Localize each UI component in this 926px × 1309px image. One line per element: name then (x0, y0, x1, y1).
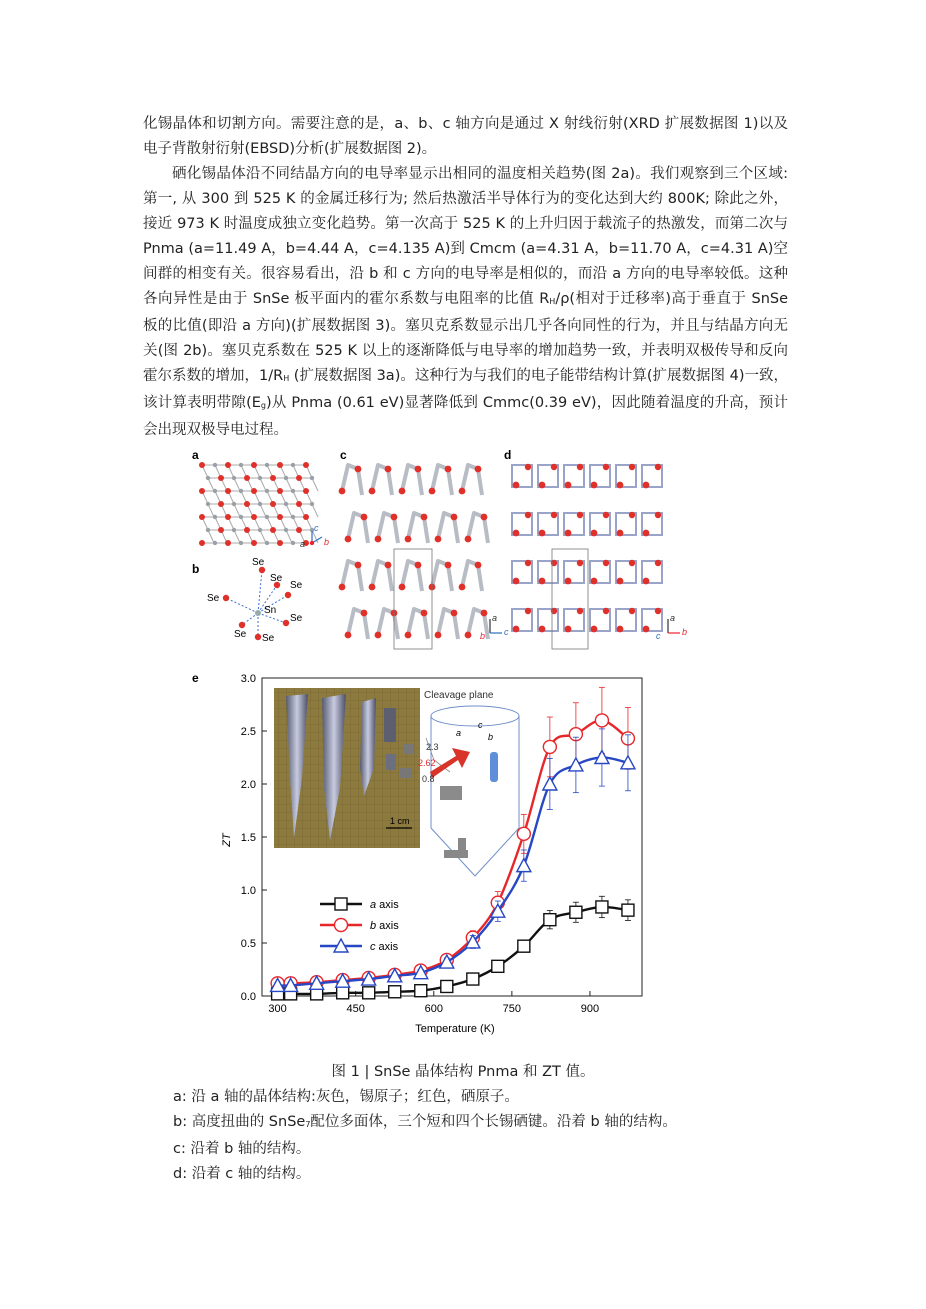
panel-label-c: c (340, 448, 347, 462)
atom (225, 514, 231, 520)
svg-text:Se: Se (234, 629, 247, 640)
atom (291, 463, 295, 467)
y-tick-label: 0.5 (240, 938, 256, 950)
paragraph-1: 化锡晶体和切割方向。需要注意的是，a、b、c 轴方向是通过 X 射线衍射(XRD 扩展数据图 1)以及电子背散射衍射(EBSD)分析(扩展数据图 2)。 (143, 116, 788, 157)
atom (551, 512, 557, 518)
atom (459, 584, 466, 591)
atom (603, 608, 609, 614)
atom (629, 464, 635, 470)
atom (451, 610, 458, 617)
atom (284, 476, 288, 480)
atom (258, 528, 262, 532)
atom (218, 475, 224, 481)
note-d: d: 沿着 c 轴的结构。 (173, 1165, 311, 1182)
atom (513, 530, 520, 537)
data-point (518, 940, 530, 952)
atom (218, 527, 224, 533)
atom (591, 482, 598, 489)
note-c: c: 沿着 b 轴的结构。 (173, 1141, 311, 1157)
atom (277, 540, 283, 546)
atom (465, 536, 472, 543)
x-tick-label: 300 (268, 1003, 287, 1015)
atom (655, 464, 661, 470)
y-axis-ticks (241, 673, 267, 1003)
figure-caption: 图 1 | SnSe 晶体结构 Pnma 和 ZT 值。 (331, 1064, 595, 1080)
atom (265, 541, 269, 545)
note-b: b: 高度扭曲的 SnSe$_7$配位多面体，三个短和四个长锡硒键。沿着 b 轴的结构。 (173, 1113, 677, 1130)
atom (291, 541, 295, 545)
atom (232, 528, 236, 532)
atom (565, 482, 572, 489)
atom (525, 512, 531, 518)
atom (399, 584, 406, 591)
legend-item (320, 919, 399, 933)
atom (296, 527, 302, 533)
data-point (570, 906, 582, 918)
atom (251, 540, 257, 546)
svg-text:a: a (492, 613, 498, 623)
legend-label: b axis (370, 920, 399, 932)
atom (265, 515, 269, 519)
atom (551, 464, 557, 470)
atom (435, 536, 442, 543)
cleavage-plane-label: Cleavage plane (424, 690, 494, 701)
svg-text:Se: Se (270, 573, 283, 584)
atom (258, 502, 262, 506)
axis-b-label: b (488, 732, 494, 742)
y-tick-label: 3.0 (240, 673, 256, 685)
atom (429, 488, 436, 495)
atom (310, 476, 314, 480)
data-point (492, 960, 504, 972)
atom (415, 562, 422, 569)
atom (385, 562, 392, 569)
atom (270, 527, 276, 533)
atom (513, 482, 520, 489)
crystal-piece (384, 708, 396, 742)
x-tick-label: 450 (346, 1003, 365, 1015)
atom (655, 512, 661, 518)
y-tick-label: 0.0 (240, 991, 256, 1003)
atom (277, 488, 283, 494)
svg-text:Sn: Sn (264, 605, 277, 616)
atom (475, 562, 482, 569)
axis-a-label: a (456, 728, 462, 738)
svg-text:b: b (480, 631, 486, 641)
atom (475, 466, 482, 473)
atom (391, 514, 398, 521)
atom (199, 514, 205, 520)
cut-slab (440, 786, 462, 800)
x-axis-label: Temperature (K) (415, 1023, 495, 1035)
svg-text:Se: Se (290, 580, 303, 591)
atom (291, 515, 295, 519)
atom (239, 515, 243, 519)
atom (617, 482, 624, 489)
atom (296, 475, 302, 481)
atom (355, 562, 362, 569)
atom (310, 502, 314, 506)
atom (525, 464, 531, 470)
atom (591, 626, 598, 633)
atom (303, 514, 309, 520)
svg-text:a: a (300, 539, 306, 549)
svg-text:a: a (670, 613, 676, 623)
atom (435, 632, 442, 639)
atom (459, 488, 466, 495)
y-tick-label: 2.0 (240, 779, 256, 791)
legend-item (320, 898, 399, 911)
atom (539, 626, 546, 633)
atom (375, 632, 382, 639)
atom (643, 578, 650, 585)
atom (481, 514, 488, 521)
atom (525, 608, 531, 614)
legend-item (320, 939, 399, 953)
atom (539, 482, 546, 489)
atom (445, 466, 452, 473)
atom (643, 530, 650, 537)
panel-label-d: d (504, 448, 512, 462)
data-point (335, 919, 348, 932)
atom (339, 488, 346, 495)
crystal-piece (386, 754, 396, 770)
atom (296, 501, 302, 507)
atom (244, 501, 250, 507)
data-point (415, 985, 427, 997)
atom (565, 530, 572, 537)
series-square (272, 896, 634, 1000)
figure-notes (173, 1085, 677, 1186)
atom (277, 462, 283, 468)
atom (415, 466, 422, 473)
panel-label-e: e (192, 671, 199, 685)
atom (218, 501, 224, 507)
x-tick-label: 600 (424, 1003, 443, 1015)
svg-text:b: b (682, 627, 688, 637)
atom (577, 464, 583, 470)
atom (239, 541, 243, 545)
atom (643, 626, 650, 633)
svg-text:c: c (504, 627, 509, 637)
data-point (544, 914, 556, 926)
cut-cube (404, 744, 414, 754)
panel-d-lattice (512, 464, 662, 633)
y-tick-label: 1.0 (240, 885, 256, 897)
atom (345, 536, 352, 543)
svg-text:Se: Se (290, 613, 303, 624)
atom (284, 528, 288, 532)
atom (270, 501, 276, 507)
data-point (517, 827, 530, 840)
panel-a-lattice (199, 462, 318, 546)
atom (525, 560, 531, 566)
bar-sample (458, 838, 466, 858)
atom (265, 489, 269, 493)
atom (277, 514, 283, 520)
atom (591, 530, 598, 537)
atom (617, 578, 624, 585)
x-tick-label: 750 (502, 1003, 522, 1015)
atom (385, 466, 392, 473)
atom (361, 610, 368, 617)
atom (577, 560, 583, 566)
zt-chart (190, 668, 650, 1048)
inset-photo (274, 688, 420, 848)
atom (199, 488, 205, 494)
atom (375, 536, 382, 543)
legend-label: a axis (370, 899, 399, 911)
svg-text:c: c (314, 523, 319, 533)
svg-text:Se: Se (262, 633, 275, 644)
atom (629, 608, 635, 614)
atom (213, 463, 217, 467)
atom (199, 462, 205, 468)
atom (513, 626, 520, 633)
atom (591, 578, 598, 585)
atom (465, 632, 472, 639)
cut-cube (400, 768, 412, 778)
panel-label-b: b (192, 562, 200, 576)
data-point (441, 980, 453, 992)
atom (565, 578, 572, 585)
data-point (335, 898, 347, 910)
y-axis-label: ZT (221, 833, 233, 847)
atom (284, 502, 288, 506)
dimension-label: 0.8 (422, 774, 435, 784)
svg-text:b: b (324, 537, 330, 547)
atom (251, 514, 257, 520)
atom (339, 584, 346, 591)
dimension-label: 2.3 (426, 742, 439, 752)
atom (617, 626, 624, 633)
atom (355, 466, 362, 473)
atom (239, 489, 243, 493)
atom (603, 560, 609, 566)
atom (451, 514, 458, 521)
atom (405, 536, 412, 543)
atom (369, 584, 376, 591)
atom (303, 488, 309, 494)
atom (251, 462, 257, 468)
data-point (595, 714, 608, 727)
panel-b-polyhedron (207, 557, 303, 644)
atom (303, 462, 309, 468)
cleavage-arrow (430, 748, 470, 778)
atom (643, 482, 650, 489)
crystal-structure-figure (190, 445, 690, 650)
svg-text:c: c (656, 631, 661, 641)
cylinder-sample (490, 752, 498, 782)
atom (345, 632, 352, 639)
atom (213, 489, 217, 493)
atom (445, 562, 452, 569)
y-tick-label: 2.5 (240, 726, 256, 738)
data-point (363, 987, 375, 999)
chart-legend (320, 898, 399, 953)
atom (206, 528, 210, 532)
atom (421, 514, 428, 521)
atom (244, 475, 250, 481)
note-a: a: 沿 a 轴的晶体结构:灰色，锡原子；红色，硒原子。 (173, 1089, 519, 1105)
atom (361, 514, 368, 521)
data-point (543, 740, 556, 753)
atom (655, 608, 661, 614)
atom (603, 464, 609, 470)
data-point (467, 973, 479, 985)
paragraph-2: 硒化锡晶体沿不同结晶方向的电导率显示出相同的温度相关趋势(图 2a)。我们观察到三个区域:第一, 从 300 到 525 K 的金属迁移行为; 然后热激活半导体行为的变化达到大约 800K; 除此之外，接近 973 K 时温度成独立变化趋势。第一次高于 525 K 的上升归因于载流子的热激发，而第二次与 Pnma (a=11.49 A，b=4.44 A，c=4.135 A)到 Cmcm (a=4.31 A，b=11.70 A，c=4.31 A)空间群的相变有关。很容易看出，沿 b 和 c 方向的电导率是相似的，而沿 a 方向的电导率较低。这种各向异性是由于 SnSe 板平面内的霍尔系数与电阻率的比值 $R_H/\rho$(相对于迁移率)高于垂直于 SnSe 板的比值(即沿 a 方向)(扩展数据图 3)。塞贝克系数显示出几乎各向同性的行为，并且与结晶方向无关(图 2b)。塞贝克系数在 525 K 以上的逐渐降低与电导率的增加趋势一致，并表明双极传导和反向霍尔系数的增加，$1/R_H$ (扩展数据图 3a)。这种行为与我们的电子能带结构计算(扩展数据图 4)一致，该计算表明带隙$(E_g)$从 Pnma (0.61 eV)显著降低到 Cmmc(0.39 eV)，因此随着温度的升高，预计会出现双极导电过程。 (143, 166, 789, 438)
atom (577, 512, 583, 518)
atom (251, 488, 257, 494)
atom (270, 475, 276, 481)
atom (577, 608, 583, 614)
data-point (622, 904, 634, 916)
data-point (569, 758, 583, 771)
atom (421, 610, 428, 617)
atom (225, 540, 231, 546)
atom (399, 488, 406, 495)
atom (213, 515, 217, 519)
atom (244, 527, 250, 533)
panel-d-axes (656, 613, 687, 641)
data-point (337, 987, 349, 999)
atom (232, 502, 236, 506)
panel-label-a: a (192, 448, 199, 462)
svg-text:Se: Se (252, 557, 265, 568)
atom (405, 632, 412, 639)
atom (629, 512, 635, 518)
atom (617, 530, 624, 537)
panel-c-chains (339, 465, 488, 639)
atom (603, 512, 609, 518)
atom (225, 462, 231, 468)
data-point (517, 859, 531, 872)
atom (481, 610, 488, 617)
y-tick-label: 1.5 (240, 832, 256, 844)
atom (513, 578, 520, 585)
atom (206, 476, 210, 480)
atom (539, 530, 546, 537)
atom (225, 488, 231, 494)
atom (291, 489, 295, 493)
atom (232, 476, 236, 480)
atom (369, 488, 376, 495)
axis-c-label: c (478, 720, 483, 730)
legend-label: c axis (370, 941, 399, 953)
atom (199, 540, 205, 546)
svg-text:Se: Se (207, 593, 220, 604)
atom (265, 463, 269, 467)
x-tick-label: 900 (580, 1003, 600, 1015)
atom (539, 578, 546, 585)
atom (239, 463, 243, 467)
atom (213, 541, 217, 545)
atom (206, 502, 210, 506)
data-point (389, 986, 401, 998)
body-text (143, 112, 788, 443)
atom (258, 476, 262, 480)
dimension-label: 2.62 (418, 758, 436, 768)
data-point (596, 901, 608, 913)
atom (565, 626, 572, 633)
scale-bar-label: 1 cm (390, 816, 410, 826)
data-point (543, 777, 557, 790)
atom (655, 560, 661, 566)
atom (629, 560, 635, 566)
